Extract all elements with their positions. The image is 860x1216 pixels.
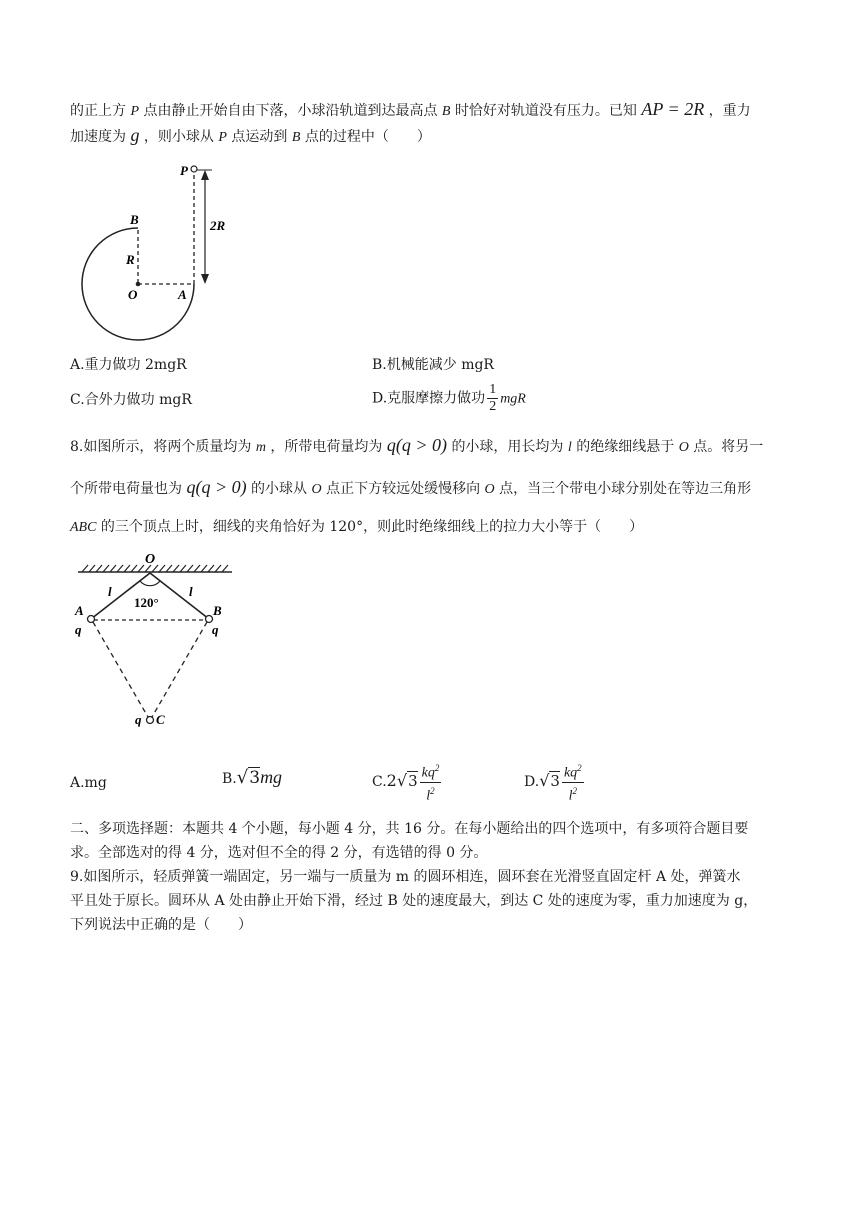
fraction-half xyxy=(487,382,498,415)
q8-triangle-figure xyxy=(72,548,242,734)
label-o: O xyxy=(128,287,138,302)
numerator: 1 xyxy=(489,382,497,397)
equation-ap-2r: AP = 2R xyxy=(641,99,705,119)
ball-p xyxy=(191,166,197,172)
var-o: O xyxy=(311,482,322,497)
q8-option-c[interactable]: C.2√3 $\frac{kq^2}{l^2}$ xyxy=(372,760,443,804)
angle-arc xyxy=(140,581,160,586)
var-p: P xyxy=(218,130,227,145)
text: D. xyxy=(524,774,540,791)
charge-expression: q(q > 0) xyxy=(386,435,447,455)
text: 的小球，用长均为 xyxy=(451,439,564,455)
text: 8.如图所示，将两个质量均为 xyxy=(70,439,252,455)
label-2r: 2R xyxy=(210,218,226,233)
text: ，所带电荷量均为 xyxy=(270,439,383,455)
var-m: m xyxy=(255,440,266,455)
arrow-down-icon xyxy=(201,274,209,284)
text: 加速度为 xyxy=(70,129,126,145)
q9-line-1: 9.如图所示，轻质弹簧一端固定，另一端与一质量为 m 的圆环相连，圆环套在光滑竖直固定杆 A 处，弹簧水 xyxy=(70,869,741,885)
numerator: kq xyxy=(563,765,578,781)
text: 点运动到 xyxy=(231,129,288,145)
q7-option-b[interactable]: B.机械能减少 mgR xyxy=(372,357,494,373)
coefficient: 2 xyxy=(386,771,397,791)
text: mg xyxy=(260,767,283,787)
label-p: P xyxy=(180,163,188,178)
text: B. xyxy=(222,771,237,787)
text: 的小球从 xyxy=(251,481,308,497)
denominator: l xyxy=(426,788,431,804)
label-l-right: l xyxy=(189,584,193,599)
radicand: 3 xyxy=(550,772,560,791)
side-bc xyxy=(152,622,207,717)
q7-line-2 xyxy=(70,124,431,149)
text: D.克服摩擦力做功 xyxy=(372,390,486,407)
text: 点由静止开始自由下落，小球沿轨道到达最高点 xyxy=(143,103,438,119)
text: 点的过程中（ ） xyxy=(304,129,431,145)
point-o xyxy=(136,282,141,287)
var-abc: ABC xyxy=(70,520,97,535)
text: mgR xyxy=(500,391,526,407)
denominator: l xyxy=(568,788,573,804)
label-angle: 120° xyxy=(134,595,159,610)
q8-line-3 xyxy=(70,516,643,539)
side-ac xyxy=(93,622,148,717)
var-b: B xyxy=(441,104,451,119)
label-l-left: l xyxy=(108,584,112,599)
q8-line-2 xyxy=(70,476,751,501)
fraction: $\frac{kq^2}{l^2}$ xyxy=(420,760,442,804)
numerator: kq xyxy=(421,765,435,781)
q8-option-d[interactable]: D.√3 $\frac{kq^2}{l^2}$ xyxy=(524,760,586,804)
label-c: C xyxy=(156,712,165,727)
q7-option-a[interactable]: A.重力做功 2mgR xyxy=(70,357,187,373)
ball-a xyxy=(88,616,95,623)
var-l: l xyxy=(567,440,572,455)
var-g: g xyxy=(130,125,140,145)
label-b: B xyxy=(130,212,139,227)
string-ob xyxy=(150,573,209,619)
section2-heading-line-1: 二、多项选择题：本题共 4 个小题，每小题 4 分，共 16 分。在每小题给出的四个选项中，有多项符合题目要 xyxy=(70,821,749,837)
q7-option-d[interactable] xyxy=(372,382,526,415)
label-o: O xyxy=(145,552,156,567)
q8-option-a[interactable] xyxy=(70,772,107,794)
label-a: A xyxy=(178,287,187,302)
label-q-c: q xyxy=(135,712,142,727)
ball-c xyxy=(147,717,154,724)
label-q-a: q xyxy=(75,622,82,637)
text: C. xyxy=(372,774,387,791)
q8-option-b[interactable]: B.√3mg xyxy=(222,767,283,788)
text: 的正上方 xyxy=(70,103,126,119)
q7-option-c[interactable]: C.合外力做功 mgR xyxy=(70,392,192,408)
label-a: A xyxy=(75,603,84,618)
text: 的绝缘细线悬于 xyxy=(576,439,675,455)
q7-line-1 xyxy=(70,98,751,123)
charge-expression: q(q > 0) xyxy=(186,477,247,497)
q9-line-2: 平且处于原长。圆环从 A 处由静止开始下滑，经过 B 处的速度最大，到达 C 处的速度为零，重力加速度为 g， xyxy=(70,893,758,909)
label-b: B xyxy=(213,603,222,618)
text: 点正下方较远处缓慢移向 xyxy=(326,481,481,497)
denominator: 2 xyxy=(489,399,497,414)
q9-line-3: 下列说法中正确的是（ ） xyxy=(70,917,252,933)
text: 的三个顶点上时，细线的夹角恰好为 120°，则此时绝缘细线上的拉力大小等于（ ） xyxy=(100,519,644,535)
text: ，重力 xyxy=(708,103,751,119)
label-r: R xyxy=(126,252,135,267)
q8-line-1 xyxy=(70,434,763,459)
var-o: O xyxy=(678,440,689,455)
q7-track-figure xyxy=(72,158,232,348)
radicand: 3 xyxy=(249,768,261,788)
section2-heading-line-2: 求。全部选对的得 4 分，选对但不全的得 2 分，有选错的得 0 分。 xyxy=(70,845,488,861)
text: 点。将另一 xyxy=(693,439,764,455)
text: A.mg xyxy=(70,775,107,791)
fraction: $\frac{kq^2}{l^2}$ xyxy=(562,760,584,804)
text: 个所带电荷量也为 xyxy=(70,481,182,497)
text: 点，当三个带电小球分别处在等边三角形 xyxy=(499,481,752,497)
label-q-b: q xyxy=(212,622,219,637)
text: ，则小球从 xyxy=(143,129,214,145)
arrow-up-icon xyxy=(201,170,209,180)
radicand: 3 xyxy=(408,772,418,791)
var-o: O xyxy=(484,482,495,497)
text: 时恰好对轨道没有压力。已知 xyxy=(454,103,637,119)
var-p: P xyxy=(130,104,140,119)
var-b: B xyxy=(291,130,301,145)
